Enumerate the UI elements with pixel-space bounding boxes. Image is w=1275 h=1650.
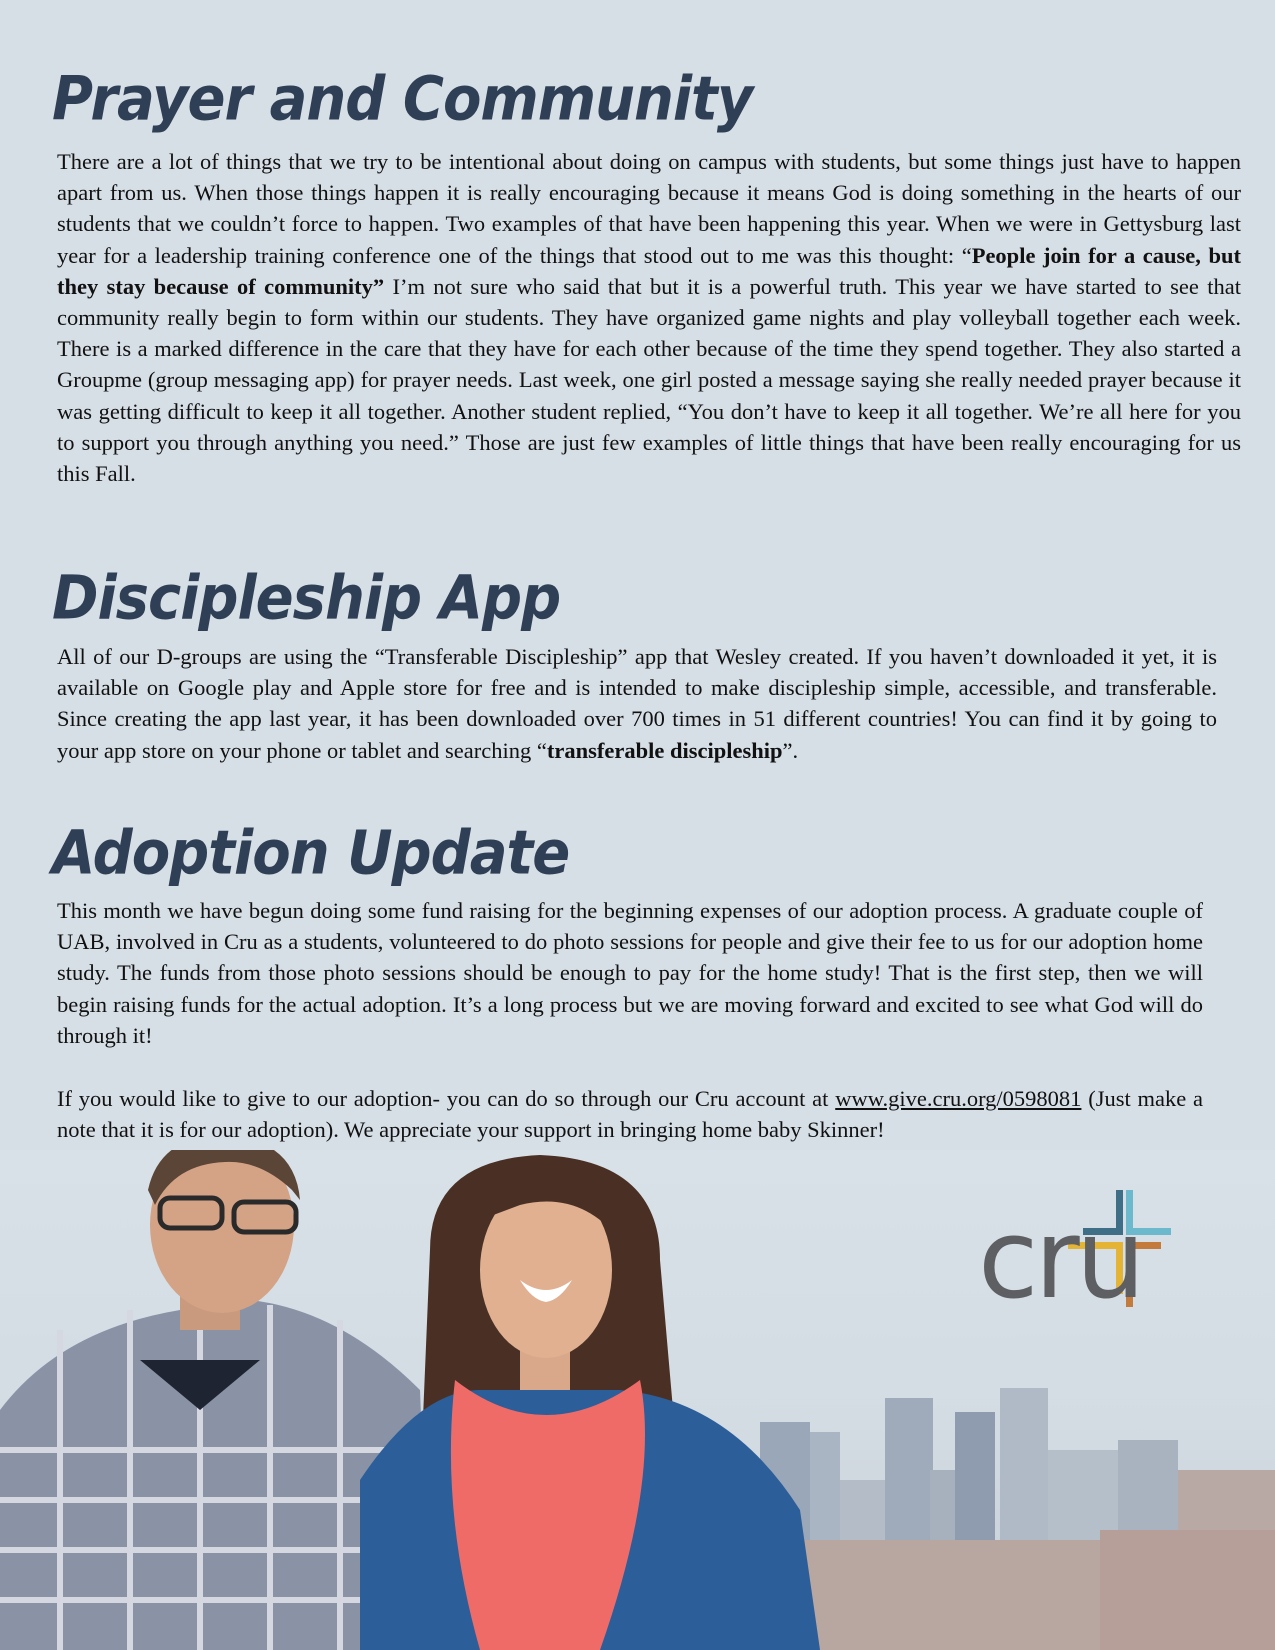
give-link[interactable]: www.give.cru.org/0598081 bbox=[835, 1086, 1082, 1111]
paragraph-discipleship-text-2: ”. bbox=[782, 737, 799, 763]
paragraph-discipleship-text-1: All of our D-groups are using the “Transferable Discipleship” app that Wesley created. If you haven’t downloaded it yet, it is available on Google play and Apple store for free and is intended to make discipleship simple, accessible, and transferable. Since creating the app last year, it has been downloaded over 700 times in 51 different countries! You can find it by going to your app store on your phone or tablet and searching “ bbox=[57, 644, 1217, 763]
paragraph-prayer-quote: People join for a cause, but they stay because of community” bbox=[57, 242, 1241, 299]
paragraph-give-text-2: (Just make a note that it is for our adoption). We appreciate your support in bringing home baby Skinner! bbox=[57, 1086, 1204, 1143]
paragraph-discipleship bbox=[57, 641, 1217, 766]
paragraph-give bbox=[57, 1083, 1203, 1145]
heading-prayer-and-community: Prayer and Community bbox=[52, 64, 753, 135]
paragraph-prayer-text-1: There are a lot of things that we try to be intentional about doing on campus with students, but some things just have to happen apart from us. When those things happen it is really encouraging because it means God is doing something in the hearts of our students that we couldn’t force to happen. Two examples of that have been happening this year. When we were in Gettysburg last year for a leadership training conference one of the things that stood out to me was this thought: “ bbox=[57, 149, 1241, 268]
woman-figure bbox=[360, 1155, 820, 1650]
paragraph-discipleship-search-term: transferable discipleship bbox=[546, 737, 783, 763]
paragraph-give-text-1: If you would like to give to our adoption- you can do so through our Cru account at bbox=[57, 1086, 836, 1111]
cru-logo bbox=[978, 1190, 1233, 1350]
cru-logo-text: cru bbox=[978, 1195, 1142, 1323]
heading-adoption-update: Adoption Update bbox=[52, 818, 570, 889]
heading-discipleship-app: Discipleship App bbox=[52, 563, 561, 634]
paragraph-prayer-text-2: I’m not sure who said that but it is a powerful truth. This year we have started to see that community really begin to form within our students. They have organized game nights and play volleyball together each week. There is a marked difference in the care that they have for each other because of the time they spend together. They also started a Groupme (group messaging app) for prayer needs. Last week, one girl posted a message saying she really needed prayer because it was getting difficult to keep it all together. Another student replied, “You don’t have to keep it all together. We’re all here for you to support you through anything you need.” Those are just few examples of little things that have been really encouraging for us this Fall. bbox=[57, 273, 1241, 487]
paragraph-adoption: This month we have begun doing some fund raising for the beginning expenses of our adoption process. A graduate couple of UAB, involved in Cru as a students, volunteered to do photo sessions for people and give their fee to us for our adoption home study. The funds from those photo sessions should be enough to pay for the home study! That is the first step, then we will begin raising funds for the actual adoption. It’s a long process but we are moving forward and excited to see what God will do through it! bbox=[57, 898, 1203, 1048]
paragraph-prayer bbox=[57, 146, 1241, 489]
